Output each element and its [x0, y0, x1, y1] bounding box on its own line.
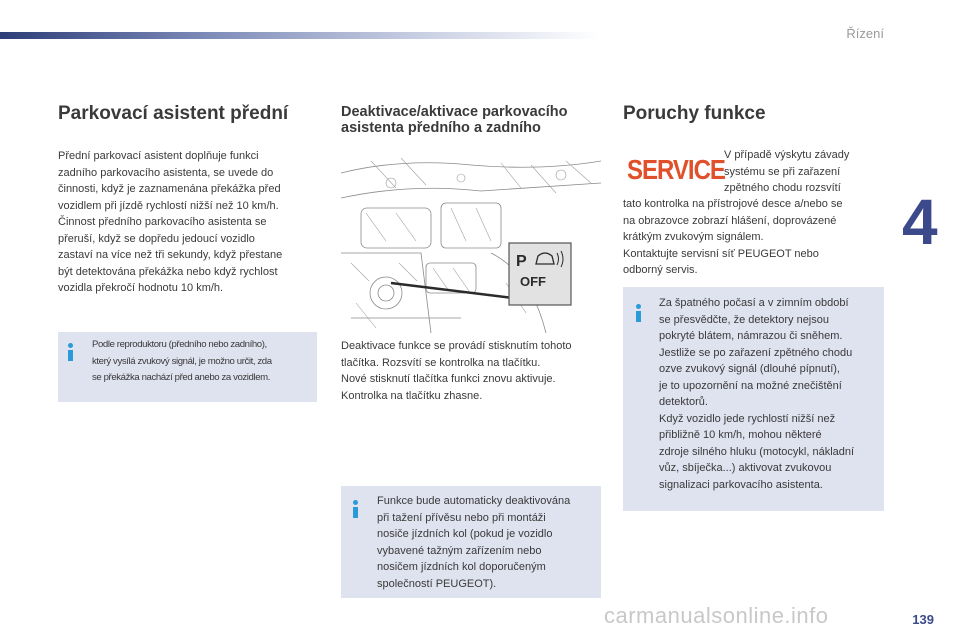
text-line: vybavené tažným zařízením nebo	[377, 544, 542, 557]
text-line: Když vozidlo jede rychlostí nižší než	[659, 412, 836, 425]
service-warning-icon: SERVICE	[627, 155, 725, 187]
malfunction-text	[623, 196, 843, 279]
text-line: krátkým zvukovým signálem.	[623, 231, 764, 243]
text-line: nosiče jízdních kol (pokud je vozidlo	[377, 528, 553, 540]
text-line: Podle reproduktoru (předního nebo zadního),	[92, 339, 267, 350]
text-line: je to upozornění na možné znečištění	[659, 379, 842, 392]
text-line: Funkce bude automaticky deaktivována	[377, 495, 571, 507]
heading-line: Deaktivace/aktivace parkovacího	[341, 104, 568, 120]
info-box-towing-text	[377, 493, 570, 592]
text-line: detektorů.	[659, 396, 708, 408]
text-line: Činnost předního parkovacího asistenta se	[58, 216, 267, 228]
text-line: tato kontrolka na přístrojové desce a/nebo se	[623, 198, 843, 210]
text-line: nosičem jízdních kol doporučeným	[377, 561, 546, 573]
text-line: Za špatného počasí a v zimním období	[659, 297, 849, 309]
text-line: na obrazovce zobrazí hlášení, doprovázené	[623, 214, 837, 227]
svg-text:P: P	[516, 253, 527, 270]
text-line: přibližně 10 km/h, mohou některé	[659, 429, 822, 441]
text-line: zastaví na více než tři sekundy, když přestane	[58, 249, 283, 261]
text-line: ozve zvukový signál (dlouhé pípnutí),	[659, 363, 840, 375]
text-line: odborný servis.	[623, 264, 698, 276]
text-line: se překážka nachází před anebo za vozidlem.	[92, 372, 270, 383]
dashboard-illustration	[341, 153, 601, 333]
deactivation-heading	[341, 104, 611, 136]
text-line: Jestliže se po zařazení zpětného chodu	[659, 346, 853, 359]
text-line: vůz, sbíječka...) aktivovat zvukovou	[659, 462, 832, 474]
info-box-towing	[341, 486, 601, 598]
text-line: Nové stisknutí tlačítka funkci znovu aktivuje.	[341, 373, 556, 385]
text-line: činnosti, když je zaznamenána překážka před	[58, 183, 281, 195]
text-line: zpětného chodu rozsvítí	[724, 182, 841, 194]
page-number: 139	[912, 612, 934, 627]
info-box-speaker	[58, 332, 317, 402]
text-line: tlačítka. Rozsvítí se kontrolka na tlačítku.	[341, 356, 541, 369]
chapter-number: 4	[902, 186, 938, 258]
text-line: se přesvědčte, že detektory nejsou	[659, 313, 829, 326]
text-line: při tažení přívěsu nebo při montáži	[377, 511, 546, 524]
section-name: Řízení	[846, 26, 884, 41]
text-line: pokryté blátem, námrazou či sněhem.	[659, 330, 843, 342]
malfunction-text-indented	[724, 147, 849, 197]
text-line: systému se při zařazení	[724, 165, 841, 178]
text-line: být detektována překážka nebo když rychlost	[58, 265, 278, 278]
header-gradient-bar	[0, 32, 600, 39]
front-parking-assist-text	[58, 148, 282, 297]
info-box-detectors	[623, 287, 884, 511]
info-box-speaker-text	[92, 337, 272, 387]
malfunction-heading: Poruchy funkce	[623, 103, 766, 124]
text-line: Kontaktujte servisní síť PEUGEOT nebo	[623, 247, 819, 260]
off-button-label: OFF	[520, 274, 546, 289]
text-line: Deaktivace funkce se provádí stisknutím tohoto	[341, 340, 572, 352]
text-line: zadního parkovacího asistenta, se uvede do	[58, 166, 274, 179]
text-line: společností PEUGEOT).	[377, 577, 497, 590]
info-box-detectors-text	[659, 295, 854, 493]
text-line: vozidla překročí hodnotu 10 km/h.	[58, 282, 224, 294]
text-line: zdroje silného hluku (motocykl, nákladní	[659, 445, 855, 458]
heading-line: asistenta předního a zadního	[341, 120, 541, 136]
text-line: přeruší, když se dopředu jedoucí vozidlo	[58, 232, 255, 245]
front-parking-assist-heading: Parkovací asistent přední	[58, 103, 289, 124]
text-line: V případě výskytu závady	[724, 149, 850, 161]
deactivation-text	[341, 338, 572, 404]
text-line: vozidlem při jízdě rychlostí nižší než 10 km/h.	[58, 199, 279, 212]
text-line: Přední parkovací asistent doplňuje funkci	[58, 150, 259, 162]
text-line: Kontrolka na tlačítku zhasne.	[341, 389, 483, 402]
text-line: signalizaci parkovacího asistenta.	[659, 478, 823, 491]
text-line: který vysílá zvukový signál, je možno určit, zda	[92, 355, 272, 367]
watermark: carmanualsonline.info	[604, 603, 829, 628]
